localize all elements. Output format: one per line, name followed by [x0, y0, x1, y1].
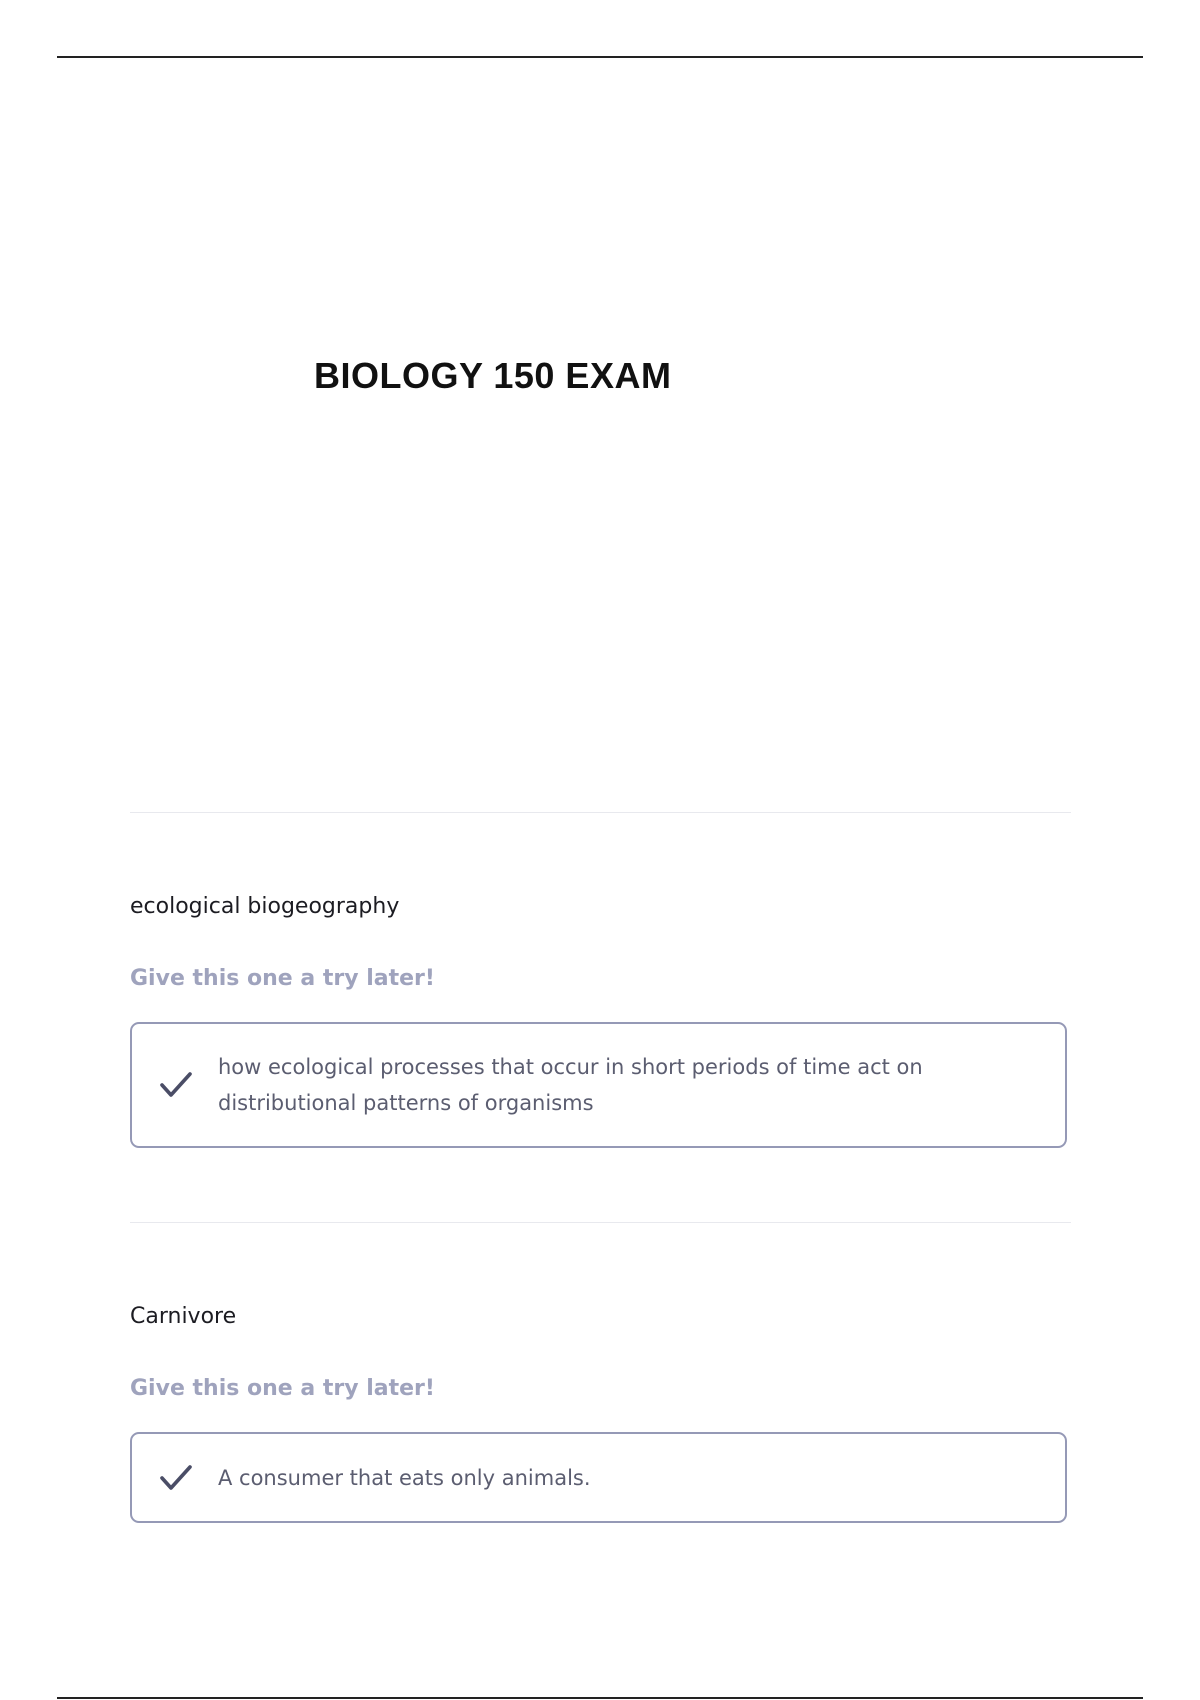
- flashcard-answer-text: A consumer that eats only animals.: [218, 1465, 591, 1490]
- flashcard-answer-card[interactable]: [130, 1432, 1067, 1523]
- flashcard-term: ecological biogeography: [130, 894, 400, 919]
- section-divider: [130, 812, 1071, 813]
- checkmark-icon: [158, 1070, 194, 1100]
- page-bottom-rule: [57, 1697, 1143, 1699]
- flashcard-hint: Give this one a try later!: [130, 966, 435, 991]
- section-divider: [130, 1222, 1071, 1223]
- exam-title: BIOLOGY 150 EXAM: [314, 355, 672, 396]
- flashcard-answer-card[interactable]: [130, 1022, 1067, 1148]
- page-top-rule: [57, 56, 1143, 58]
- checkmark-icon: [158, 1463, 194, 1493]
- flashcard-hint: Give this one a try later!: [130, 1376, 435, 1401]
- flashcard-term: Carnivore: [130, 1304, 237, 1329]
- flashcard-answer-text: how ecological processes that occur in short periods of time act on distributional patterns of organisms: [218, 1055, 923, 1115]
